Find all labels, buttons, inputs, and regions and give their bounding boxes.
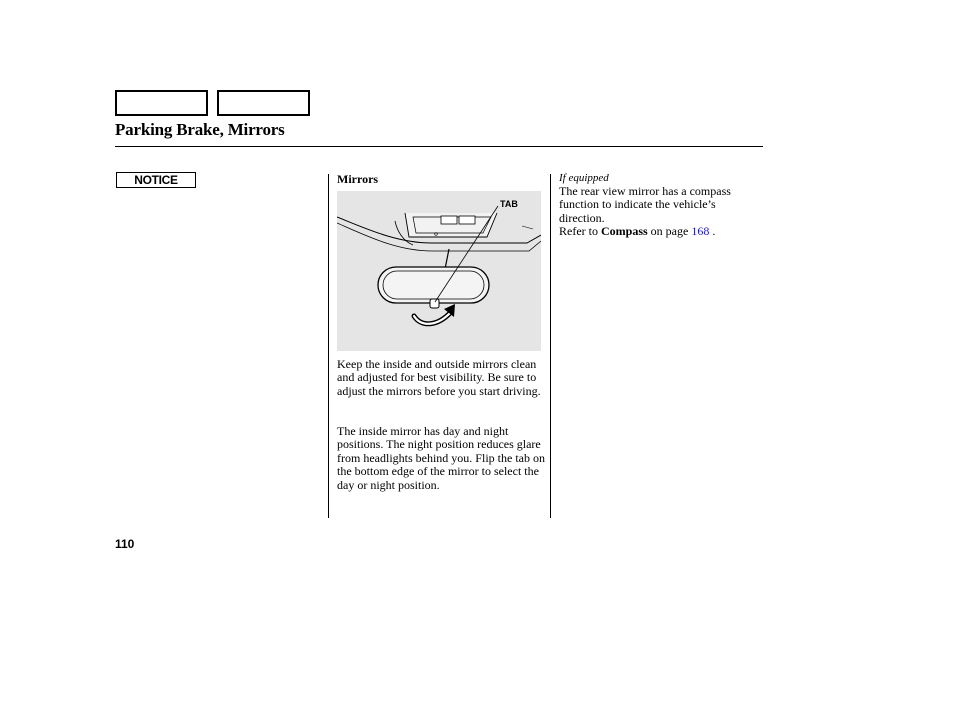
rearview-mirror-illustration bbox=[337, 191, 541, 351]
compass-description: The rear view mirror has a compass function to indicate the vehicle’s direction. bbox=[559, 184, 731, 225]
column-divider-right bbox=[550, 174, 551, 518]
page-title: Parking Brake, Mirrors bbox=[115, 120, 285, 139]
page-number: 110 bbox=[115, 537, 135, 551]
mirrors-paragraph-1: Keep the inside and outside mirrors clean and adjusted for best visibility. Be sure to adjust the mirrors before you start driving. bbox=[337, 357, 541, 398]
notice-badge[interactable]: NOTICE bbox=[116, 172, 196, 188]
mirrors-paragraph-2: The inside mirror has day and night positions. The night position reduces glare from headlights behind you. Flip the tab on the bottom edge of the mirror to select the day or night position. bbox=[337, 424, 545, 492]
title-divider bbox=[115, 146, 763, 147]
column-divider-left bbox=[328, 174, 329, 518]
tab-label: TAB bbox=[500, 199, 518, 209]
main-menu-button[interactable] bbox=[115, 90, 208, 116]
refer-end: . bbox=[712, 224, 716, 238]
compass-reference bbox=[559, 225, 764, 238]
table-of-contents-button[interactable] bbox=[217, 90, 310, 116]
if-equipped-note: If equipped bbox=[559, 172, 609, 184]
mirror-drawing bbox=[337, 191, 541, 351]
refer-prefix: Refer to bbox=[559, 224, 598, 238]
compass-term: Compass bbox=[600, 224, 648, 238]
refer-mid: on page bbox=[650, 224, 689, 238]
mirrors-heading: Mirrors bbox=[337, 172, 379, 186]
page-168-link[interactable]: 168 bbox=[691, 224, 710, 238]
